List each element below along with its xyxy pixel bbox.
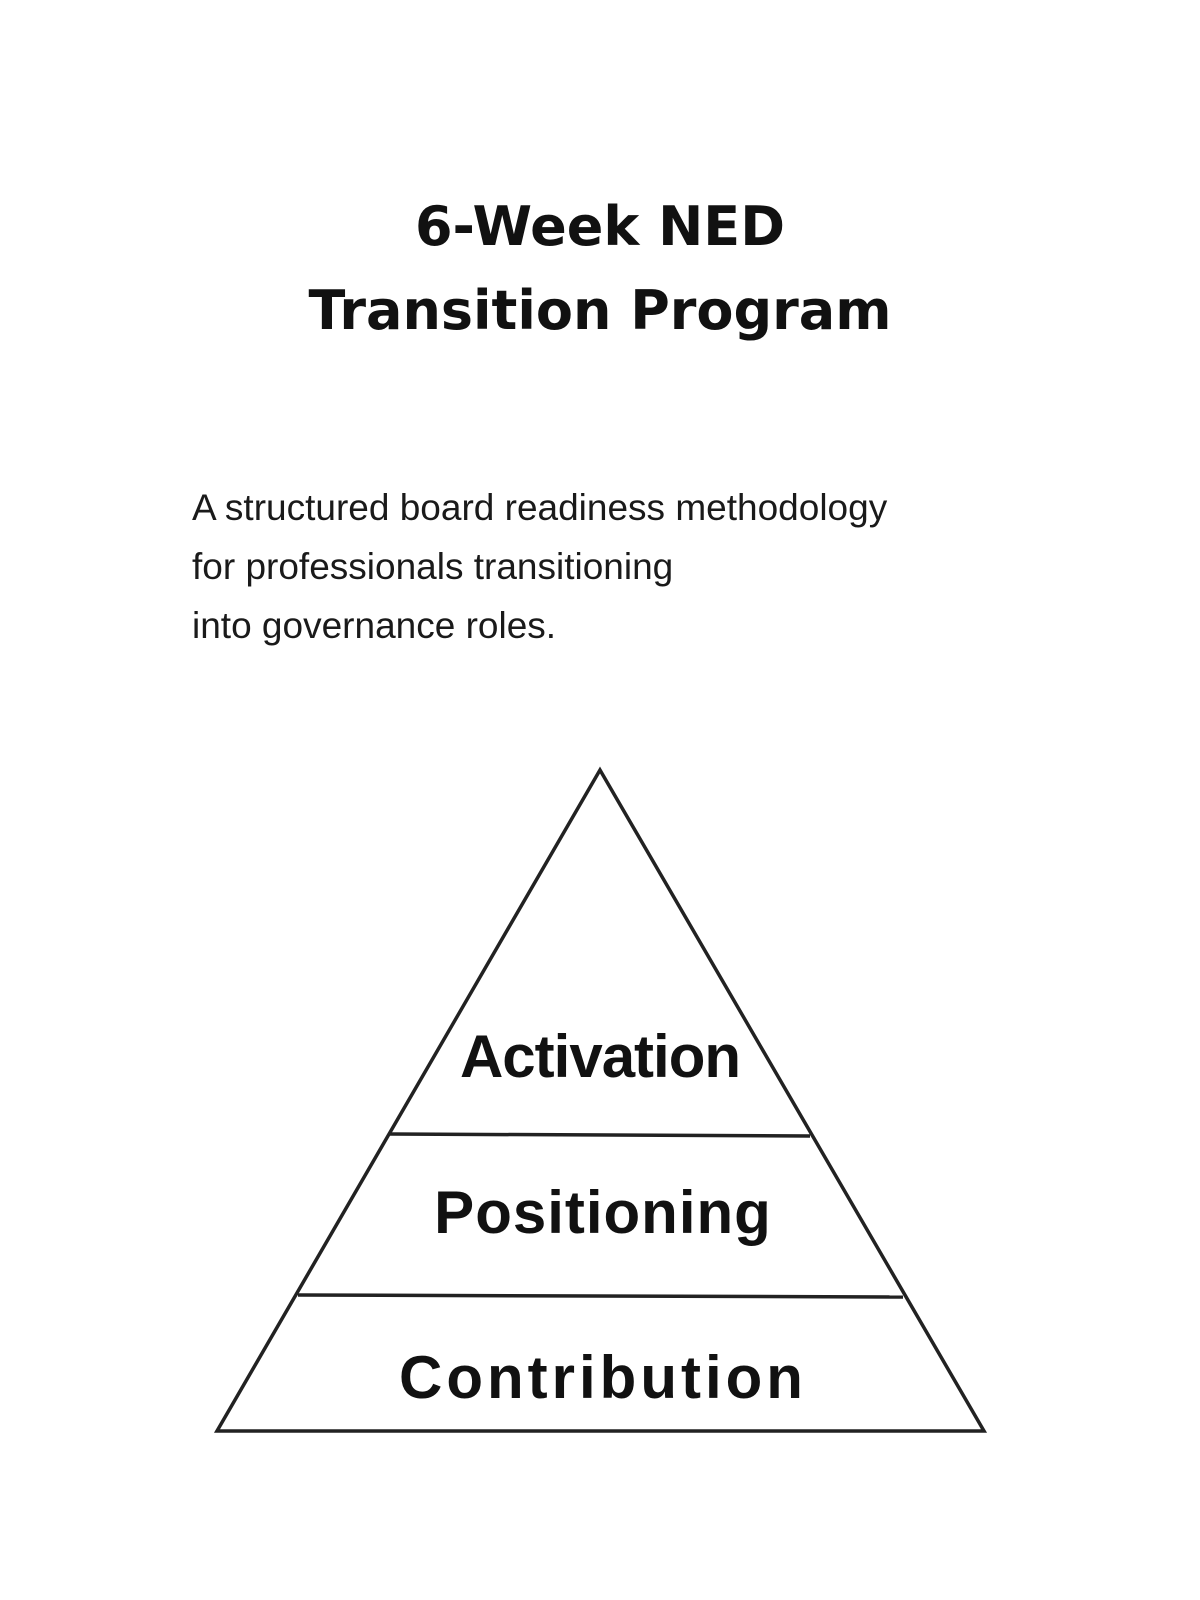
tier-label-positioning: Positioning [434, 1179, 772, 1246]
tier-label-contribution: Contribution [399, 1344, 807, 1411]
title-line-2: Transition Program [308, 279, 892, 342]
intro-line-1: A structured board readiness methodology [192, 487, 888, 528]
pyramid-divider-bottom [298, 1295, 903, 1297]
pyramid-outline [217, 770, 984, 1431]
intro-line-2: for professionals transitioning [192, 546, 674, 587]
intro-line-3: into governance roles. [192, 605, 557, 646]
pyramid-divider-top [390, 1134, 810, 1136]
tier-label-activation: Activation [459, 1023, 741, 1090]
title-line-1: 6-Week NED [414, 195, 786, 258]
